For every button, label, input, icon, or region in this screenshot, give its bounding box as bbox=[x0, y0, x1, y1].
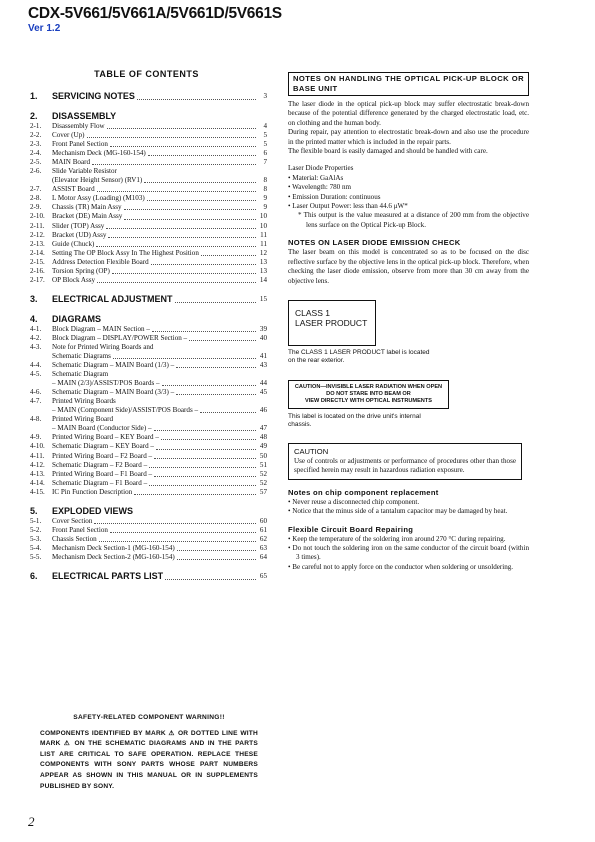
toc-page-number: 43 bbox=[259, 361, 267, 370]
toc-entry-number: 2-11. bbox=[30, 221, 45, 230]
toc-entry bbox=[30, 185, 267, 194]
toc-entry-title: Schematic Diagram – MAIN Board (3/3) – bbox=[52, 388, 175, 397]
safety-warning-title: SAFETY-RELATED COMPONENT WARNING!! bbox=[73, 714, 225, 721]
toc-page-number: 12 bbox=[259, 248, 267, 257]
toc-entry-title: Schematic Diagrams bbox=[52, 351, 111, 360]
toc-entry-number: 2-5. bbox=[30, 158, 42, 167]
toc-entry bbox=[30, 379, 267, 388]
toc-page-number: 8 bbox=[263, 176, 267, 185]
toc-entry bbox=[30, 212, 267, 221]
toc-page-number: 5 bbox=[263, 140, 267, 149]
toc-entry-number: 5-4. bbox=[30, 543, 42, 552]
toc-section-title: ELECTRICAL ADJUSTMENT bbox=[52, 293, 173, 304]
toc-page-number: 39 bbox=[259, 324, 267, 333]
toc-entry-number: 2-9. bbox=[30, 203, 42, 212]
radiation-label-caption: This label is located on the drive unit's internal chassis. bbox=[288, 412, 421, 428]
toc-dot-leader bbox=[92, 164, 256, 165]
toc-dot-leader bbox=[162, 385, 256, 386]
radiation-label-line1: CAUTION—INVISIBLE LASER RADIATION WHEN OPEN bbox=[294, 383, 443, 390]
class1-label-line2: LASER PRODUCT bbox=[295, 317, 368, 328]
toc-page-number: 13 bbox=[259, 266, 267, 275]
toc-dot-leader bbox=[177, 550, 256, 551]
toc-entry-title: Printed Wiring Board – F2 Board – bbox=[52, 451, 153, 460]
toc-entry-number: 4-6. bbox=[30, 388, 42, 397]
chip-component-heading: Notes on chip component replacement bbox=[288, 487, 439, 497]
toc-dot-leader bbox=[154, 458, 256, 459]
toc-entry bbox=[30, 488, 267, 497]
toc-entry-title: Printed Wiring Board – KEY Board – bbox=[52, 433, 159, 442]
toc-entry bbox=[30, 535, 267, 544]
toc-entry bbox=[30, 370, 267, 379]
toc-page-number: 10 bbox=[259, 221, 267, 230]
toc-entry-number: 2-6. bbox=[30, 167, 42, 176]
toc-entry bbox=[30, 258, 267, 267]
toc-entry bbox=[30, 194, 267, 203]
toc-entry-title: Bracket (DE) Main Assy bbox=[52, 212, 123, 221]
toc-entry bbox=[30, 352, 267, 361]
toc-entry bbox=[30, 397, 267, 406]
toc-entry-number: 2-15. bbox=[30, 257, 45, 266]
toc-entry bbox=[30, 249, 267, 258]
toc-section-number: 6. bbox=[30, 570, 38, 581]
toc-entry-number: 5-5. bbox=[30, 552, 42, 561]
toc-dot-leader bbox=[94, 523, 256, 524]
toc-section-number: 1. bbox=[30, 91, 38, 101]
toc-entry-number: 4-7. bbox=[30, 397, 42, 406]
toc-entry-number: 2-14. bbox=[30, 248, 45, 257]
laser-property-item: • Material: GaAlAs bbox=[288, 173, 344, 182]
toc-page-number: 65 bbox=[259, 571, 267, 580]
toc-dot-leader bbox=[110, 146, 256, 147]
optical-handling-heading: NOTES ON HANDLING THE OPTICAL PICK-UP BLOCK OR BASE UNIT bbox=[288, 72, 529, 96]
caution-body: Use of controls or adjustments or performance of procedures other than those specified herein may result in hazardous radiation exposure. bbox=[294, 456, 516, 475]
class1-label-line1: CLASS 1 bbox=[295, 307, 330, 318]
toc-dot-leader bbox=[176, 394, 256, 395]
right-column bbox=[288, 72, 529, 572]
invisible-radiation-label bbox=[288, 380, 449, 409]
toc-entry bbox=[30, 442, 267, 451]
toc-page-number: 49 bbox=[259, 442, 267, 451]
toc-page-number: 64 bbox=[259, 552, 267, 561]
flex-note-item: • Be careful not to apply force on the conductor when soldering or unsoldering. bbox=[288, 562, 514, 571]
toc-page-number: 51 bbox=[259, 460, 267, 469]
page-number: 2 bbox=[28, 814, 35, 829]
toc-entry-title: Setting The OP Block Assy In The Highest Position bbox=[52, 248, 199, 257]
toc-entry bbox=[30, 325, 267, 334]
toc-page-number: 63 bbox=[259, 543, 267, 552]
toc-entry bbox=[30, 158, 267, 167]
toc-entry-title: Disassembly Flow bbox=[52, 122, 105, 130]
toc-entry bbox=[30, 167, 267, 176]
toc-section-heading bbox=[30, 313, 267, 325]
safety-warning bbox=[40, 713, 258, 792]
version-label: Ver 1.2 bbox=[28, 23, 61, 34]
toc-entry-title: – MAIN (2/3)/ASSIST/POS Boards – bbox=[52, 379, 160, 388]
toc-entry-number: 4-9. bbox=[30, 433, 42, 442]
laser-property-item: • Emission Duration: continuous bbox=[288, 192, 381, 201]
toc-entry bbox=[30, 231, 267, 240]
toc-dot-leader bbox=[201, 255, 256, 256]
toc-section-title: DISASSEMBLY bbox=[52, 111, 117, 121]
toc-page-number: 61 bbox=[259, 525, 267, 534]
class1-label-caption: The CLASS 1 LASER PRODUCT label is located on the rear exterior. bbox=[288, 348, 430, 364]
toc-entry bbox=[30, 424, 267, 433]
toc-entry-title: Schematic Diagram bbox=[52, 370, 109, 379]
toc-entry-title: Slider (TOP) Assy bbox=[52, 221, 105, 230]
flex-note-item: • Keep the temperature of the soldering iron around 270 °C during repairing. bbox=[288, 534, 506, 543]
table-of-contents bbox=[30, 90, 267, 582]
toc-entry-title: Bracket (UD) Assy bbox=[52, 230, 107, 239]
caution-title: CAUTION bbox=[294, 446, 329, 456]
toc-page-number: 3 bbox=[263, 92, 267, 100]
toc-section-heading bbox=[30, 293, 267, 305]
chip-note-item: • Notice that the minus side of a tantalum capacitor may be damaged by heat. bbox=[288, 507, 508, 516]
flex-board-heading: Flexible Circuit Board Repairing bbox=[288, 524, 414, 534]
toc-dot-leader bbox=[137, 99, 256, 100]
toc-entry-number: 2-8. bbox=[30, 194, 42, 203]
toc-entry-title: Address Detection Flexible Board bbox=[52, 257, 149, 266]
toc-entry-title: Schematic Diagram – F2 Board – bbox=[52, 460, 148, 469]
toc-dot-leader bbox=[175, 302, 256, 303]
toc-page-number: 52 bbox=[259, 469, 267, 478]
toc-dot-leader bbox=[124, 209, 256, 210]
toc-dot-leader bbox=[147, 200, 256, 201]
toc-entry-number: 2-16. bbox=[30, 266, 45, 275]
toc-entry-number: 2-1. bbox=[30, 122, 42, 130]
toc-dot-leader bbox=[152, 331, 256, 332]
toc-entry-title: Mechanism Deck Section-1 (MG-160-154) bbox=[52, 543, 175, 552]
toc-section-heading bbox=[30, 90, 267, 102]
toc-dot-leader bbox=[97, 282, 256, 283]
toc-entry bbox=[30, 267, 267, 276]
toc-entry bbox=[30, 222, 267, 231]
toc-page-number: 50 bbox=[259, 451, 267, 460]
toc-entry-title: OP Block Assy bbox=[52, 275, 96, 284]
toc-entry bbox=[30, 388, 267, 397]
toc-page-number: 10 bbox=[259, 212, 267, 221]
toc-entry-title: (Elevator Height Sensor) (RV1) bbox=[52, 176, 143, 185]
toc-page-number: 60 bbox=[259, 516, 267, 525]
toc-section-number: 4. bbox=[30, 313, 38, 324]
toc-entry-title: Front Panel Section bbox=[52, 140, 108, 149]
laser-output-note: * This output is the value measured at a distance of 200 mm from the objective lens surface on the Optical Pick-up Block. bbox=[298, 211, 529, 229]
toc-entry bbox=[30, 544, 267, 553]
toc-dot-leader bbox=[149, 467, 256, 468]
toc-entry-title: – MAIN (Component Side)/ASSIST/POS Boards – bbox=[52, 406, 199, 415]
toc-entry-number: 4-12. bbox=[30, 460, 45, 469]
toc-entry-number: 5-3. bbox=[30, 534, 42, 543]
toc-dot-leader bbox=[87, 137, 256, 138]
toc-dot-leader bbox=[97, 191, 256, 192]
toc-page-number: 4 bbox=[263, 122, 267, 130]
toc-title: TABLE OF CONTENTS bbox=[94, 69, 199, 79]
toc-entry-title: Block Diagram – MAIN Section – bbox=[52, 324, 150, 333]
toc-page-number: 52 bbox=[259, 478, 267, 487]
toc-section-number: 2. bbox=[30, 111, 38, 121]
toc-entry-title: – MAIN Board (Conductor Side) – bbox=[52, 424, 152, 433]
toc-entry-title: Chassis Section bbox=[52, 534, 97, 543]
toc-entry bbox=[30, 470, 267, 479]
toc-section-heading bbox=[30, 570, 267, 582]
toc-entry-number: 5-2. bbox=[30, 525, 42, 534]
toc-entry-title: Note for Printed Wiring Boards and bbox=[52, 342, 154, 351]
toc-entry bbox=[30, 343, 267, 352]
toc-entry bbox=[30, 361, 267, 370]
toc-entry-title: Cover (Up) bbox=[52, 131, 85, 140]
toc-entry-number: 2-12. bbox=[30, 230, 45, 239]
toc-dot-leader bbox=[108, 237, 256, 238]
toc-entry-number: 4-3. bbox=[30, 342, 42, 351]
toc-entry-number: 4-10. bbox=[30, 442, 45, 451]
toc-section-title: DIAGRAMS bbox=[52, 313, 101, 324]
safety-warning-body: COMPONENTS IDENTIFIED BY MARK ⚠ OR DOTTED LINE WITH MARK ⚠ ON THE SCHEMATIC DIAGRAMS AND IN THE PARTS LIST ARE CRITICAL TO SAFE OPERATION. REPLACE THESE COMPONENTS WITH SONY PARTS WHOSE PART NUMBERS APPEAR AS SHOWN IN THIS MANUAL OR IN SUPPLEMENTS PUBLISHED BY SONY. bbox=[40, 729, 258, 790]
toc-entry-number: 2-10. bbox=[30, 212, 45, 221]
model-title: CDX-5V661/5V661A/5V661D/5V661S bbox=[28, 5, 282, 22]
toc-page-number: 6 bbox=[263, 149, 267, 158]
toc-dot-leader bbox=[124, 219, 256, 220]
toc-entry bbox=[30, 240, 267, 249]
toc-entry bbox=[30, 479, 267, 488]
toc-entry bbox=[30, 415, 267, 424]
toc-entry bbox=[30, 553, 267, 562]
toc-entry-number: 5-1. bbox=[30, 516, 42, 525]
toc-entry bbox=[30, 406, 267, 415]
toc-entry-title: Chassis (TR) Main Assy bbox=[52, 203, 122, 212]
emission-check-heading: NOTES ON LASER DIODE EMISSION CHECK bbox=[288, 238, 461, 248]
toc-entry-number: 4-13. bbox=[30, 469, 45, 478]
toc-page-number: 45 bbox=[259, 388, 267, 397]
toc-entry-number: 2-13. bbox=[30, 239, 45, 248]
optical-paragraph-3: The flexible board is easily damaged and should be handled with care. bbox=[288, 147, 488, 156]
toc-page-number: 48 bbox=[259, 433, 267, 442]
toc-entry-number: 4-14. bbox=[30, 478, 45, 487]
toc-entry-title: Block Diagram – DISPLAY/POWER Section – bbox=[52, 333, 188, 342]
toc-page-number: 44 bbox=[259, 379, 267, 388]
toc-page-number: 8 bbox=[263, 185, 267, 194]
toc-dot-leader bbox=[177, 559, 256, 560]
toc-entry-number: 2-4. bbox=[30, 149, 42, 158]
toc-entry-number: 2-17. bbox=[30, 275, 45, 284]
toc-entry bbox=[30, 122, 267, 131]
toc-entry-number: 4-8. bbox=[30, 415, 42, 424]
toc-entry-number: 2-7. bbox=[30, 185, 42, 194]
toc-section-title: SERVICING NOTES bbox=[52, 91, 135, 101]
toc-entry-number: 4-2. bbox=[30, 333, 42, 342]
toc-section-number: 3. bbox=[30, 293, 38, 304]
toc-entry-number: 2-2. bbox=[30, 131, 42, 140]
toc-dot-leader bbox=[144, 182, 256, 183]
toc-entry bbox=[30, 149, 267, 158]
toc-entry bbox=[30, 334, 267, 343]
toc-dot-leader bbox=[189, 340, 256, 341]
class1-laser-label bbox=[288, 300, 376, 346]
toc-entry-number: 4-15. bbox=[30, 487, 45, 496]
toc-entry-title: ASSIST Board bbox=[52, 185, 95, 194]
toc-page-number: 15 bbox=[259, 294, 267, 303]
toc-page-number: 9 bbox=[263, 203, 267, 212]
toc-dot-leader bbox=[165, 579, 256, 580]
toc-page-number: 40 bbox=[259, 333, 267, 342]
toc-dot-leader bbox=[134, 494, 256, 495]
optical-paragraph-1: The laser diode in the optical pick-up block may suffer electrostatic break-down because of the potential difference generated by the charged electrostatic load, etc. on clothing and the human body. bbox=[288, 100, 529, 127]
toc-dot-leader bbox=[176, 367, 256, 368]
toc-dot-leader bbox=[151, 264, 256, 265]
toc-dot-leader bbox=[156, 449, 256, 450]
toc-page-number: 57 bbox=[259, 487, 267, 496]
toc-entry-title: L Motor Assy (Loading) (M103) bbox=[52, 194, 145, 203]
toc-entry-title: Guide (Chuck) bbox=[52, 239, 95, 248]
radiation-label-line2: DO NOT STARE INTO BEAM OR bbox=[326, 390, 411, 397]
toc-dot-leader bbox=[110, 532, 256, 533]
toc-entry-title: MAIN Board bbox=[52, 158, 91, 167]
toc-entry-title: Front Panel Section bbox=[52, 525, 108, 534]
toc-entry-number: 4-5. bbox=[30, 370, 42, 379]
emission-check-body: The laser beam on this model is concentrated so as to be focused on the disc reflective surface by the objective lens in the optical pick-up block. Therefore, when checking the laser diode emission, observe from more than 30 cm away from the objective lens. bbox=[288, 248, 529, 285]
toc-page-number: 41 bbox=[259, 351, 267, 360]
toc-entry-title: Mechanism Deck (MG-160-154) bbox=[52, 149, 146, 158]
toc-section-heading bbox=[30, 505, 267, 517]
toc-dot-leader bbox=[200, 412, 256, 413]
radiation-label-line3: VIEW DIRECTLY WITH OPTICAL INSTRUMENTS bbox=[304, 397, 432, 404]
toc-page-number: 7 bbox=[263, 158, 267, 167]
toc-entry bbox=[30, 276, 267, 285]
toc-entry bbox=[30, 203, 267, 212]
toc-page-number: 11 bbox=[260, 239, 267, 248]
toc-dot-leader bbox=[113, 358, 256, 359]
laser-properties-title: Laser Diode Properties bbox=[288, 164, 354, 173]
toc-entry-title: Cover Section bbox=[52, 516, 93, 525]
toc-entry-title: Printed Wiring Board bbox=[52, 415, 114, 424]
toc-entry-title: Schematic Diagram – MAIN Board (1/3) – bbox=[52, 361, 175, 370]
toc-dot-leader bbox=[161, 439, 256, 440]
laser-property-item: • Laser Output Power: less than 44.6 μW* bbox=[288, 202, 408, 211]
toc-entry bbox=[30, 131, 267, 140]
toc-dot-leader bbox=[99, 541, 256, 542]
toc-section-heading bbox=[30, 110, 267, 122]
toc-dot-leader bbox=[106, 228, 256, 229]
toc-entry-title: Torsion Spring (OP) bbox=[52, 266, 110, 275]
chip-note-item: • Never reuse a disconnected chip component. bbox=[288, 497, 420, 506]
toc-page-number: 62 bbox=[259, 534, 267, 543]
toc-entry-number: 4-1. bbox=[30, 324, 42, 333]
toc-entry bbox=[30, 526, 267, 535]
toc-dot-leader bbox=[154, 430, 257, 431]
toc-dot-leader bbox=[154, 476, 256, 477]
toc-entry-title: Printed Wiring Board – F1 Board – bbox=[52, 469, 153, 478]
toc-section-number: 5. bbox=[30, 505, 38, 516]
toc-section-title: ELECTRICAL PARTS LIST bbox=[52, 570, 164, 581]
toc-entry bbox=[30, 452, 267, 461]
optical-paragraph-2: During repair, pay attention to electrostatic break-down and also use the procedure in the printed matter which is included in the repair parts. bbox=[288, 128, 529, 146]
toc-entry bbox=[30, 433, 267, 442]
toc-section-title: EXPLODED VIEWS bbox=[52, 505, 134, 516]
toc-entry bbox=[30, 517, 267, 526]
toc-entry-title: Printed Wiring Boards bbox=[52, 397, 116, 406]
toc-entry bbox=[30, 176, 267, 185]
toc-entry-number: 4-11. bbox=[30, 451, 45, 460]
toc-entry bbox=[30, 461, 267, 470]
toc-dot-leader bbox=[107, 128, 256, 129]
toc-page-number: 14 bbox=[259, 275, 267, 284]
toc-dot-leader bbox=[149, 485, 256, 486]
toc-page-number: 9 bbox=[263, 194, 267, 203]
toc-entry-title: Schematic Diagram – F1 Board – bbox=[52, 478, 148, 487]
toc-entry-number: 2-3. bbox=[30, 140, 42, 149]
toc-entry-title: Mechanism Deck Section-2 (MG-160-154) bbox=[52, 552, 175, 561]
laser-property-item: • Wavelength: 780 nm bbox=[288, 183, 352, 192]
toc-page-number: 13 bbox=[259, 257, 267, 266]
toc-page-number: 47 bbox=[259, 424, 267, 433]
caution-box bbox=[288, 443, 522, 480]
toc-entry bbox=[30, 140, 267, 149]
toc-entry-title: Slide Variable Resistor bbox=[52, 167, 117, 176]
toc-dot-leader bbox=[112, 273, 256, 274]
toc-entry-number: 4-4. bbox=[30, 361, 42, 370]
flex-note-item: • Do not touch the soldering iron on the same conductor of the circuit board (within 3 times). bbox=[288, 543, 529, 562]
toc-page-number: 46 bbox=[259, 406, 267, 415]
toc-page-number: 5 bbox=[263, 131, 267, 140]
toc-entry-title: IC Pin Function Description bbox=[52, 487, 133, 496]
toc-dot-leader bbox=[148, 155, 256, 156]
toc-entry-title: Schematic Diagram – KEY Board – bbox=[52, 442, 154, 451]
toc-page-number: 11 bbox=[260, 230, 267, 239]
toc-dot-leader bbox=[96, 246, 256, 247]
